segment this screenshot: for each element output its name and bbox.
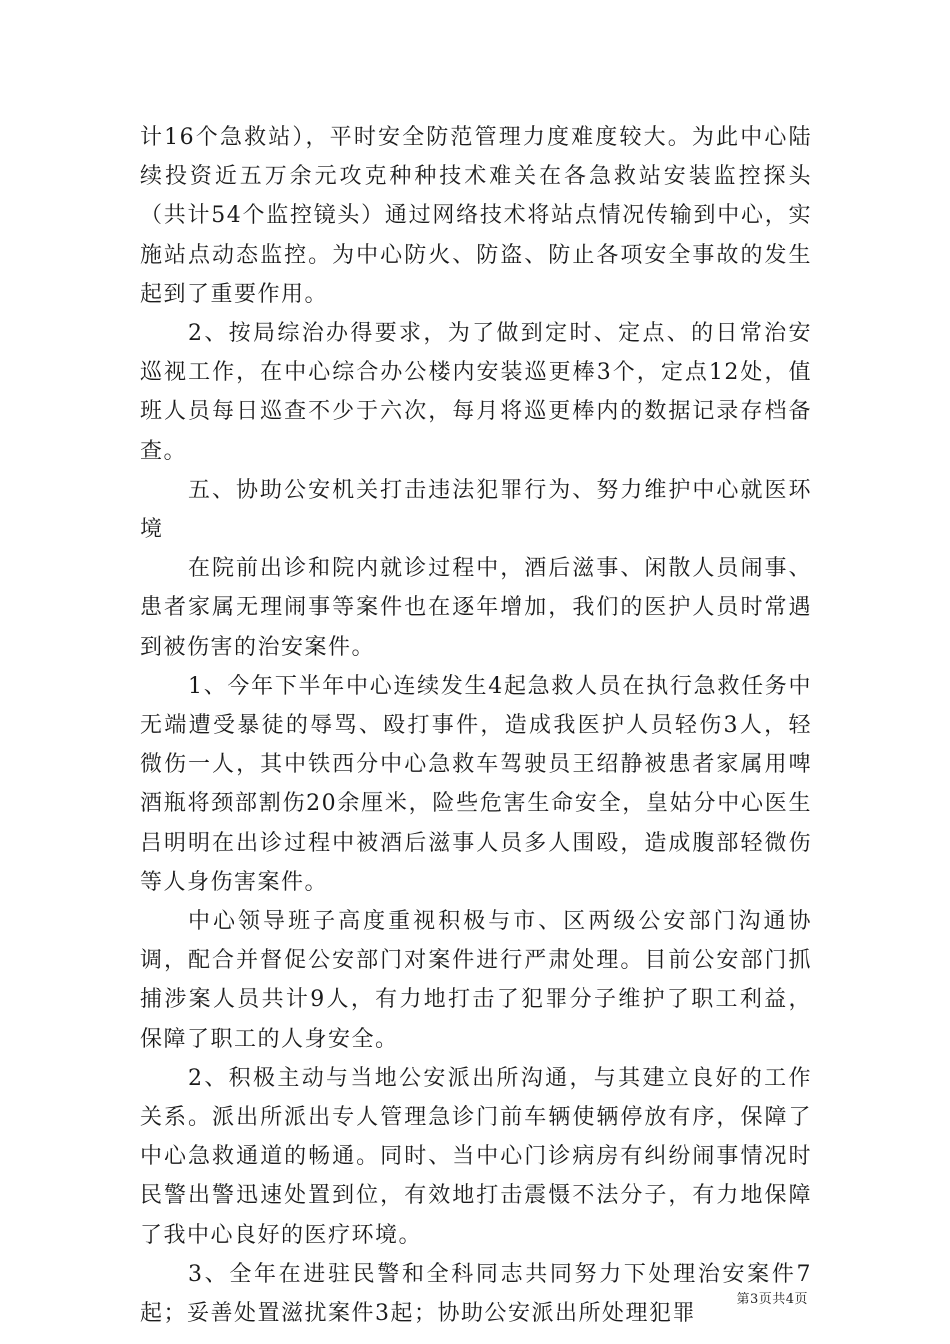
page-number: 第3页共4页: [736, 1292, 808, 1307]
section-heading-5: 五、协助公安机关打击违法犯罪行为、努力维护中心就医环境: [140, 477, 812, 543]
document-body: [140, 118, 812, 1333]
paragraph-4: 在院前出诊和院内就诊过程中，酒后滋事、闲散人员闹事、患者家属无理闹事等案件也在逐年增加，我们的医护人员时常遇到被伤害的治安案件。: [140, 556, 812, 660]
paragraph-6: 中心领导班子高度重视积极与市、区两级公安部门沟通协调，配合并督促公安部门对案件进行严肃处理。目前公安部门抓捕涉案人员共计9人，有力地打击了犯罪分子维护了职工利益，保障了职工的人身安全。: [140, 909, 812, 1052]
paragraph-2: 2、按局综治办得要求，为了做到定时、定点、的日常治安巡视工作，在中心综合办公楼内安装巡更棒3个，定点12处，值班人员每日巡查不少于六次，每月将巡更棒内的数据记录存档备查。: [140, 321, 812, 464]
paragraph-5: 1、今年下半年中心连续发生4起急救人员在执行急救任务中无端遭受暴徒的辱骂、殴打事件，造成我医护人员轻伤3人，轻微伤一人，其中铁西分中心急救车驾驶员王绍静被患者家属用啤酒瓶将颈部割伤20余厘米，险些危害生命安全，皇姑分中心医生吕明明在出诊过程中被酒后滋事人员多人围殴，造成腹部轻微伤等人身伤害案件。: [140, 673, 812, 895]
paragraph-1: 计16个急救站），平时安全防范管理力度难度较大。为此中心陆续投资近五万余元攻克种种技术难关在各急救站安装监控探头（共计54个监控镜头）通过网络技术将站点情况传输到中心，实施站点动态监控。为中心防火、防盗、防止各项安全事故的发生起到了重要作用。: [140, 125, 812, 307]
paragraph-7: 2、积极主动与当地公安派出所沟通，与其建立良好的工作关系。派出所派出专人管理急诊门前车辆使辆停放有序，保障了中心急救通道的畅通。同时、当中心门诊病房有纠纷闹事情况时民警出警迅速处置到位，有效地打击震慑不法分子，有力地保障了我中心良好的医疗环境。: [140, 1065, 812, 1248]
paragraph-8: 3、全年在进驻民警和全科同志共同努力下处理治安案件7起；妥善处置滋扰案件3起；协助公安派出所处理犯罪: [140, 1261, 812, 1327]
